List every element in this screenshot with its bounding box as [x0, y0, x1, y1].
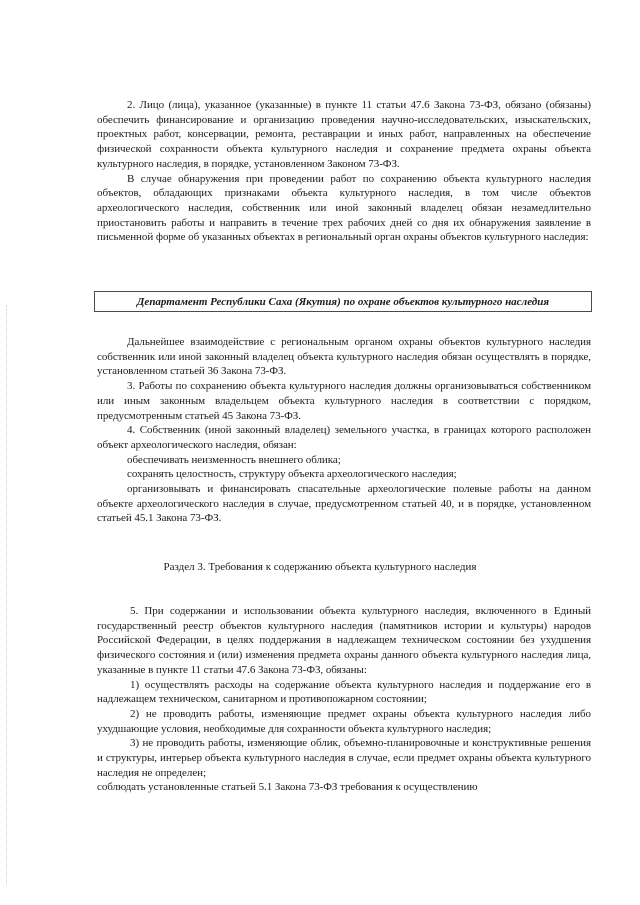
paragraph-block-obligations: [97, 98, 591, 245]
paragraph-compliance: соблюдать установленные статьей 5.1 Закона 73-ФЗ требования к осуществлению: [97, 781, 478, 794]
scan-margin-artifact: [6, 305, 8, 885]
authority-name-box: [94, 291, 592, 312]
paragraph-item-5: 5. При содержании и использовании объекта культурного наследия, включенного в Единый государственный реестр объектов культурного наследия (памятников истории и культуры) народов Российской Федерации, в целях поддержания в надлежащем техническом состоянии без ухудшения физического состояния и (или) изменения предмета охраны данного объекта культурного наследия лица, указанные в пункте 11 статьи 47.6 Закона 73-ФЗ, обязаны:: [97, 605, 591, 676]
paragraph-item-2: 2. Лицо (лица), указанное (указанные) в пункте 11 статьи 47.6 Закона 73-ФЗ, обязано (обязаны) обеспечить финансирование и организацию проведения научно-исследовательских, изыскательских, проектных работ, консервации, ремонта, реставрации и иных работ, направленных на обеспечение физической сохранности объекта культурного наследия и сохранение предмета охраны объекта культурного наследия, в порядке, установленном Законом 73-ФЗ.: [97, 99, 591, 170]
paragraph-item-4: 4. Собственник (иной законный владелец) земельного участка, в границах которого расположен объект археологического наследия, обязан:: [97, 424, 591, 451]
list-item-rescue-works: организовывать и финансировать спасательные археологические полевые работы на данном объекте археологического наследия в случае, предусмотренном статьей 40, и в порядке, установленном статьей 45.1 Закона 73-ФЗ.: [97, 483, 591, 525]
list-item-integrity: сохранять целостность, структуру объекта археологического наследия;: [127, 468, 457, 481]
subitem-1-expenses: 1) осуществлять расходы на содержание объекта культурного наследия и поддержание его в надлежащем техническом, санитарном и противопожарном состоянии;: [97, 678, 591, 706]
list-item-appearance: обеспечивать неизменность внешнего облика;: [127, 453, 341, 466]
subitem-3-appearance: 3) не проводить работы, изменяющие облик, объемно-планировочные и конструктивные решения и структуры, интерьер объекта культурного наследия в случае, если предмет охраны объекта культурного наследия не определен;: [97, 737, 591, 779]
subitem-2-protection: 2) не проводить работы, изменяющие предмет охраны объекта культурного наследия либо ухудшающие условия, необходимые для сохранности объекта культурного наследия;: [97, 707, 591, 735]
paragraph-item-3: 3. Работы по сохранению объекта культурного наследия должны организовываться собственником или иным законным владельцем объекта культурного наследия в соответствии с порядком, предусмотренным статьей 45 Закона 73-ФЗ.: [97, 380, 591, 422]
paragraph-interaction: Дальнейшее взаимодействие с региональным органом охраны объектов культурного наследия собственник или иной законный владелец объекта культурного наследия обязан осуществлять в порядке, установленном статьей 36 Закона 73-ФЗ.: [97, 336, 591, 378]
section-heading: Раздел 3. Требования к содержанию объекта культурного наследия: [163, 561, 477, 573]
paragraph-block-interaction: [97, 335, 591, 526]
paragraph-discovery: В случае обнаружения при проведении работ по сохранению объекта культурного наследия объектов, обладающих признаками объекта культурного наследия, в том числе объектов археологического наследия, собственник или иной законный владелец обязан незамедлительно приостановить работы и направить в течение трех рабочих дней со дня их обнаружения заявление в письменной форме об указанных объектах в региональный орган охраны объектов культурного наследия:: [97, 172, 591, 244]
authority-name-label: Департамент Республики Саха (Якутия) по охране объектов культурного наследия: [136, 295, 550, 308]
paragraph-block-maintenance: [97, 604, 591, 795]
